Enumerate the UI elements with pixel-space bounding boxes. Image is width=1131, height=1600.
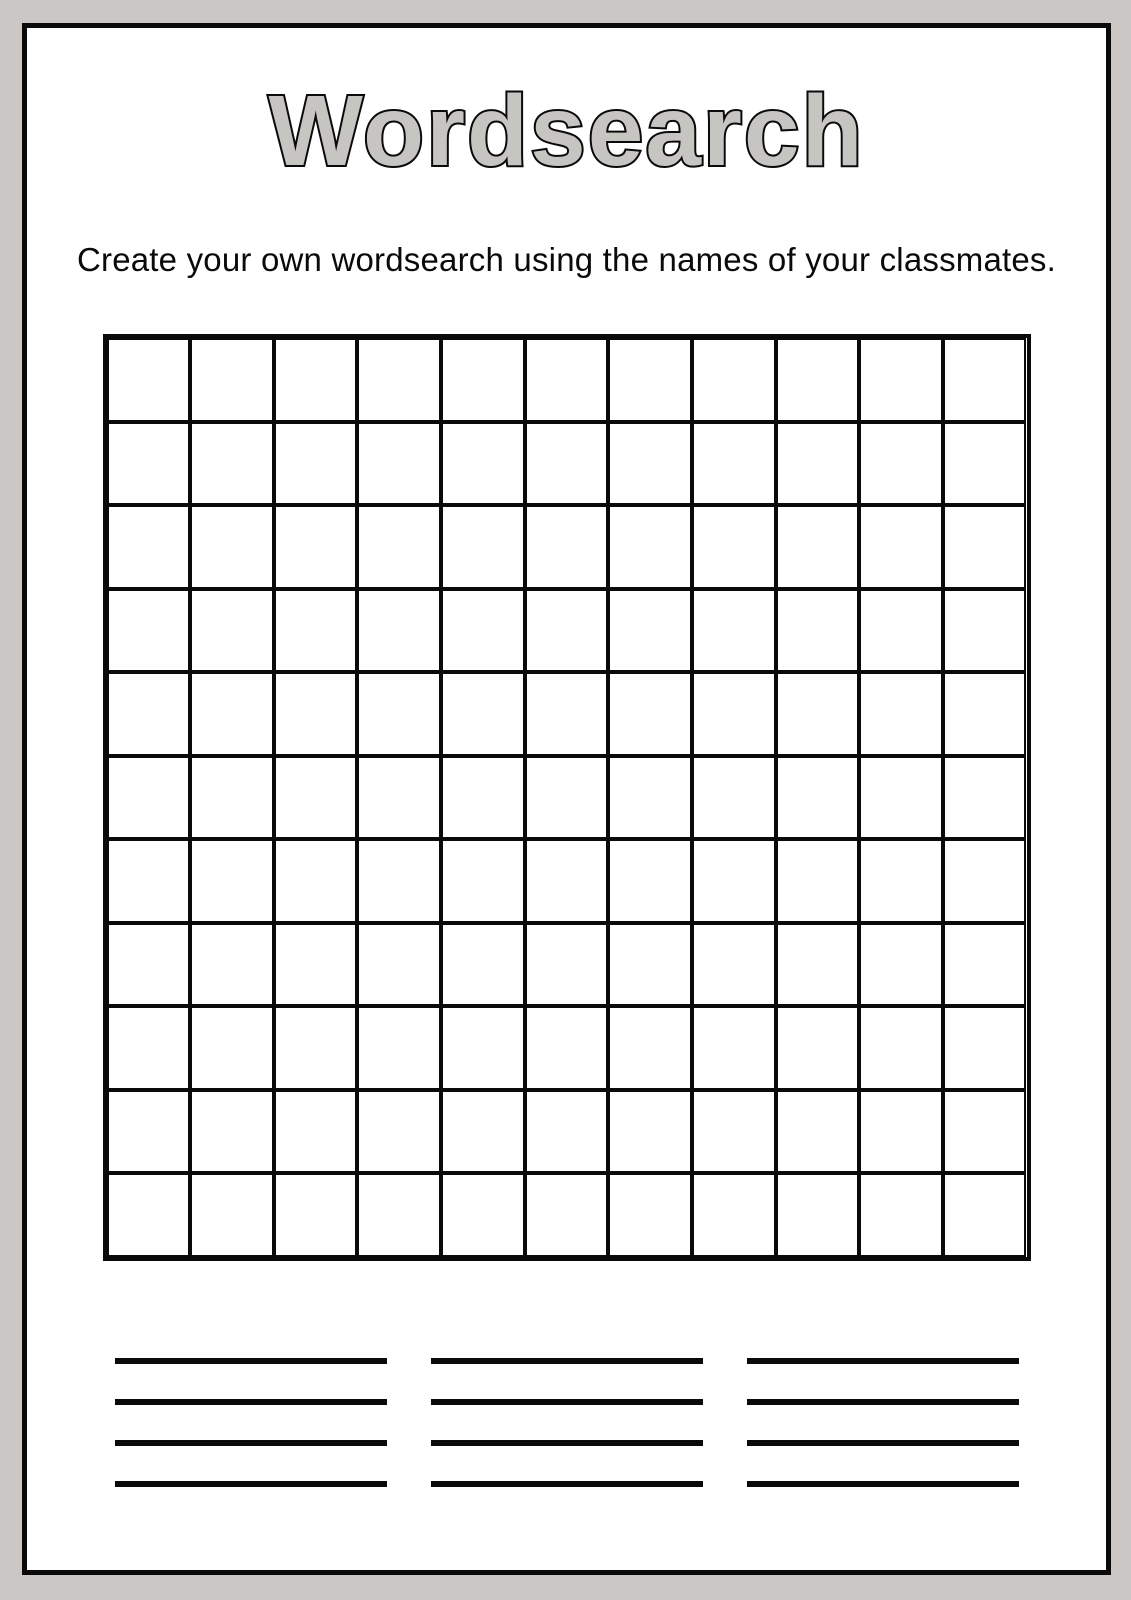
grid-cell [274, 338, 358, 422]
grid-cell [441, 1090, 525, 1174]
grid-cell [107, 1173, 191, 1257]
blank-answer-line [431, 1481, 703, 1487]
blank-answer-line [747, 1440, 1019, 1446]
grid-cell [190, 839, 274, 923]
grid-cell [190, 672, 274, 756]
grid-cell [107, 338, 191, 422]
grid-cell [274, 505, 358, 589]
grid-cell [692, 1006, 776, 1090]
grid-cell [190, 589, 274, 673]
grid-cell [525, 756, 609, 840]
grid-cell [525, 1090, 609, 1174]
grid-cell [441, 505, 525, 589]
grid-cell [357, 672, 441, 756]
grid-cell [608, 422, 692, 506]
grid-cell [274, 1173, 358, 1257]
grid-cell [274, 923, 358, 1007]
grid-cell [692, 1090, 776, 1174]
blank-answer-line [431, 1399, 703, 1405]
blank-answer-line [115, 1481, 387, 1487]
grid-cell [441, 672, 525, 756]
grid-cell [692, 923, 776, 1007]
grid-cell [190, 923, 274, 1007]
grid-cell [107, 589, 191, 673]
grid-cell [776, 422, 860, 506]
blank-answer-line [115, 1440, 387, 1446]
grid-cell [357, 923, 441, 1007]
grid-cell [776, 756, 860, 840]
grid-cell [357, 1006, 441, 1090]
grid-cell [525, 1006, 609, 1090]
grid-cell [859, 589, 943, 673]
grid-cell [608, 923, 692, 1007]
grid-cell [441, 1006, 525, 1090]
grid-cell [441, 1173, 525, 1257]
grid-cell [441, 589, 525, 673]
instruction-text: Create your own wordsearch using the names of your classmates. [76, 241, 1057, 278]
grid-cell [859, 338, 943, 422]
grid-cell [274, 756, 358, 840]
grid-cell [190, 756, 274, 840]
grid-cell [608, 756, 692, 840]
grid-cell [943, 1173, 1027, 1257]
grid-cell [190, 1090, 274, 1174]
grid-cell [776, 505, 860, 589]
grid-cell [608, 338, 692, 422]
grid-cell [776, 923, 860, 1007]
grid-cell [274, 1090, 358, 1174]
grid-cell [776, 589, 860, 673]
grid-cell [776, 672, 860, 756]
answer-lines [27, 1358, 1106, 1487]
grid-cell [357, 1173, 441, 1257]
grid-cell [357, 422, 441, 506]
answer-line-column [431, 1358, 703, 1487]
grid-cell [190, 422, 274, 506]
grid-cell [859, 1006, 943, 1090]
blank-answer-line [431, 1358, 703, 1364]
grid-cell [692, 505, 776, 589]
grid-cell [692, 672, 776, 756]
grid-cell [357, 1090, 441, 1174]
grid-cell [441, 923, 525, 1007]
blank-answer-line [747, 1358, 1019, 1364]
grid-cell [776, 1173, 860, 1257]
grid-cell [943, 422, 1027, 506]
grid-cell [859, 672, 943, 756]
grid-cell [441, 839, 525, 923]
grid-cell [357, 839, 441, 923]
grid-cell [441, 338, 525, 422]
grid-cell [525, 1173, 609, 1257]
grid-cell [274, 589, 358, 673]
grid-cell [525, 923, 609, 1007]
grid-cell [943, 1090, 1027, 1174]
grid-cell [608, 589, 692, 673]
grid-cell [692, 1173, 776, 1257]
grid-cell [357, 338, 441, 422]
worksheet-page [22, 23, 1111, 1575]
grid-cell [776, 1090, 860, 1174]
blank-answer-line [431, 1440, 703, 1446]
grid-cell [274, 422, 358, 506]
grid-cell [107, 505, 191, 589]
answer-line-column [747, 1358, 1019, 1487]
grid-cell [608, 1173, 692, 1257]
grid-cell [859, 1090, 943, 1174]
grid-cell [107, 422, 191, 506]
grid-cell [525, 505, 609, 589]
blank-answer-line [115, 1399, 387, 1405]
grid-cell [608, 672, 692, 756]
grid-cell [107, 1090, 191, 1174]
grid-cell [943, 505, 1027, 589]
grid-cell [859, 1173, 943, 1257]
grid-cell [943, 338, 1027, 422]
grid-cell [107, 756, 191, 840]
grid-cell [525, 338, 609, 422]
grid-cell [190, 338, 274, 422]
grid-cell [525, 422, 609, 506]
grid-cell [525, 839, 609, 923]
grid-cell [943, 756, 1027, 840]
grid-cell [190, 1006, 274, 1090]
grid-cell [943, 1006, 1027, 1090]
grid-cell [692, 839, 776, 923]
grid-cell [776, 1006, 860, 1090]
grid-cell [190, 505, 274, 589]
grid-cell [107, 1006, 191, 1090]
grid-cell [190, 1173, 274, 1257]
grid-cell [274, 1006, 358, 1090]
grid-cell [608, 505, 692, 589]
grid-cell [357, 756, 441, 840]
grid-cell [776, 338, 860, 422]
grid-cell [525, 672, 609, 756]
grid-cell [274, 672, 358, 756]
grid-cell [859, 839, 943, 923]
blank-answer-line [115, 1358, 387, 1364]
blank-answer-line [747, 1481, 1019, 1487]
grid-cell [859, 505, 943, 589]
grid-cell [107, 672, 191, 756]
grid-cell [943, 672, 1027, 756]
grid-cell [107, 923, 191, 1007]
grid-cell [525, 589, 609, 673]
grid-cell [692, 756, 776, 840]
grid-cell [692, 589, 776, 673]
grid-cell [441, 422, 525, 506]
grid-cell [943, 589, 1027, 673]
grid-cell [859, 756, 943, 840]
grid-cell [943, 923, 1027, 1007]
worksheet-title: Wordsearch [268, 75, 865, 187]
grid-cell [441, 756, 525, 840]
grid-cell [859, 422, 943, 506]
wordsearch-grid [103, 334, 1031, 1261]
grid-cell [357, 505, 441, 589]
grid-cell [776, 839, 860, 923]
grid-cell [274, 839, 358, 923]
grid-cell [107, 839, 191, 923]
grid-cell [608, 839, 692, 923]
grid-cell [692, 422, 776, 506]
grid-cell [357, 589, 441, 673]
grid-cell [608, 1090, 692, 1174]
blank-answer-line [747, 1399, 1019, 1405]
grid-cell [692, 338, 776, 422]
answer-line-column [115, 1358, 387, 1487]
grid-cell [943, 839, 1027, 923]
grid-cell [859, 923, 943, 1007]
grid-cell [608, 1006, 692, 1090]
